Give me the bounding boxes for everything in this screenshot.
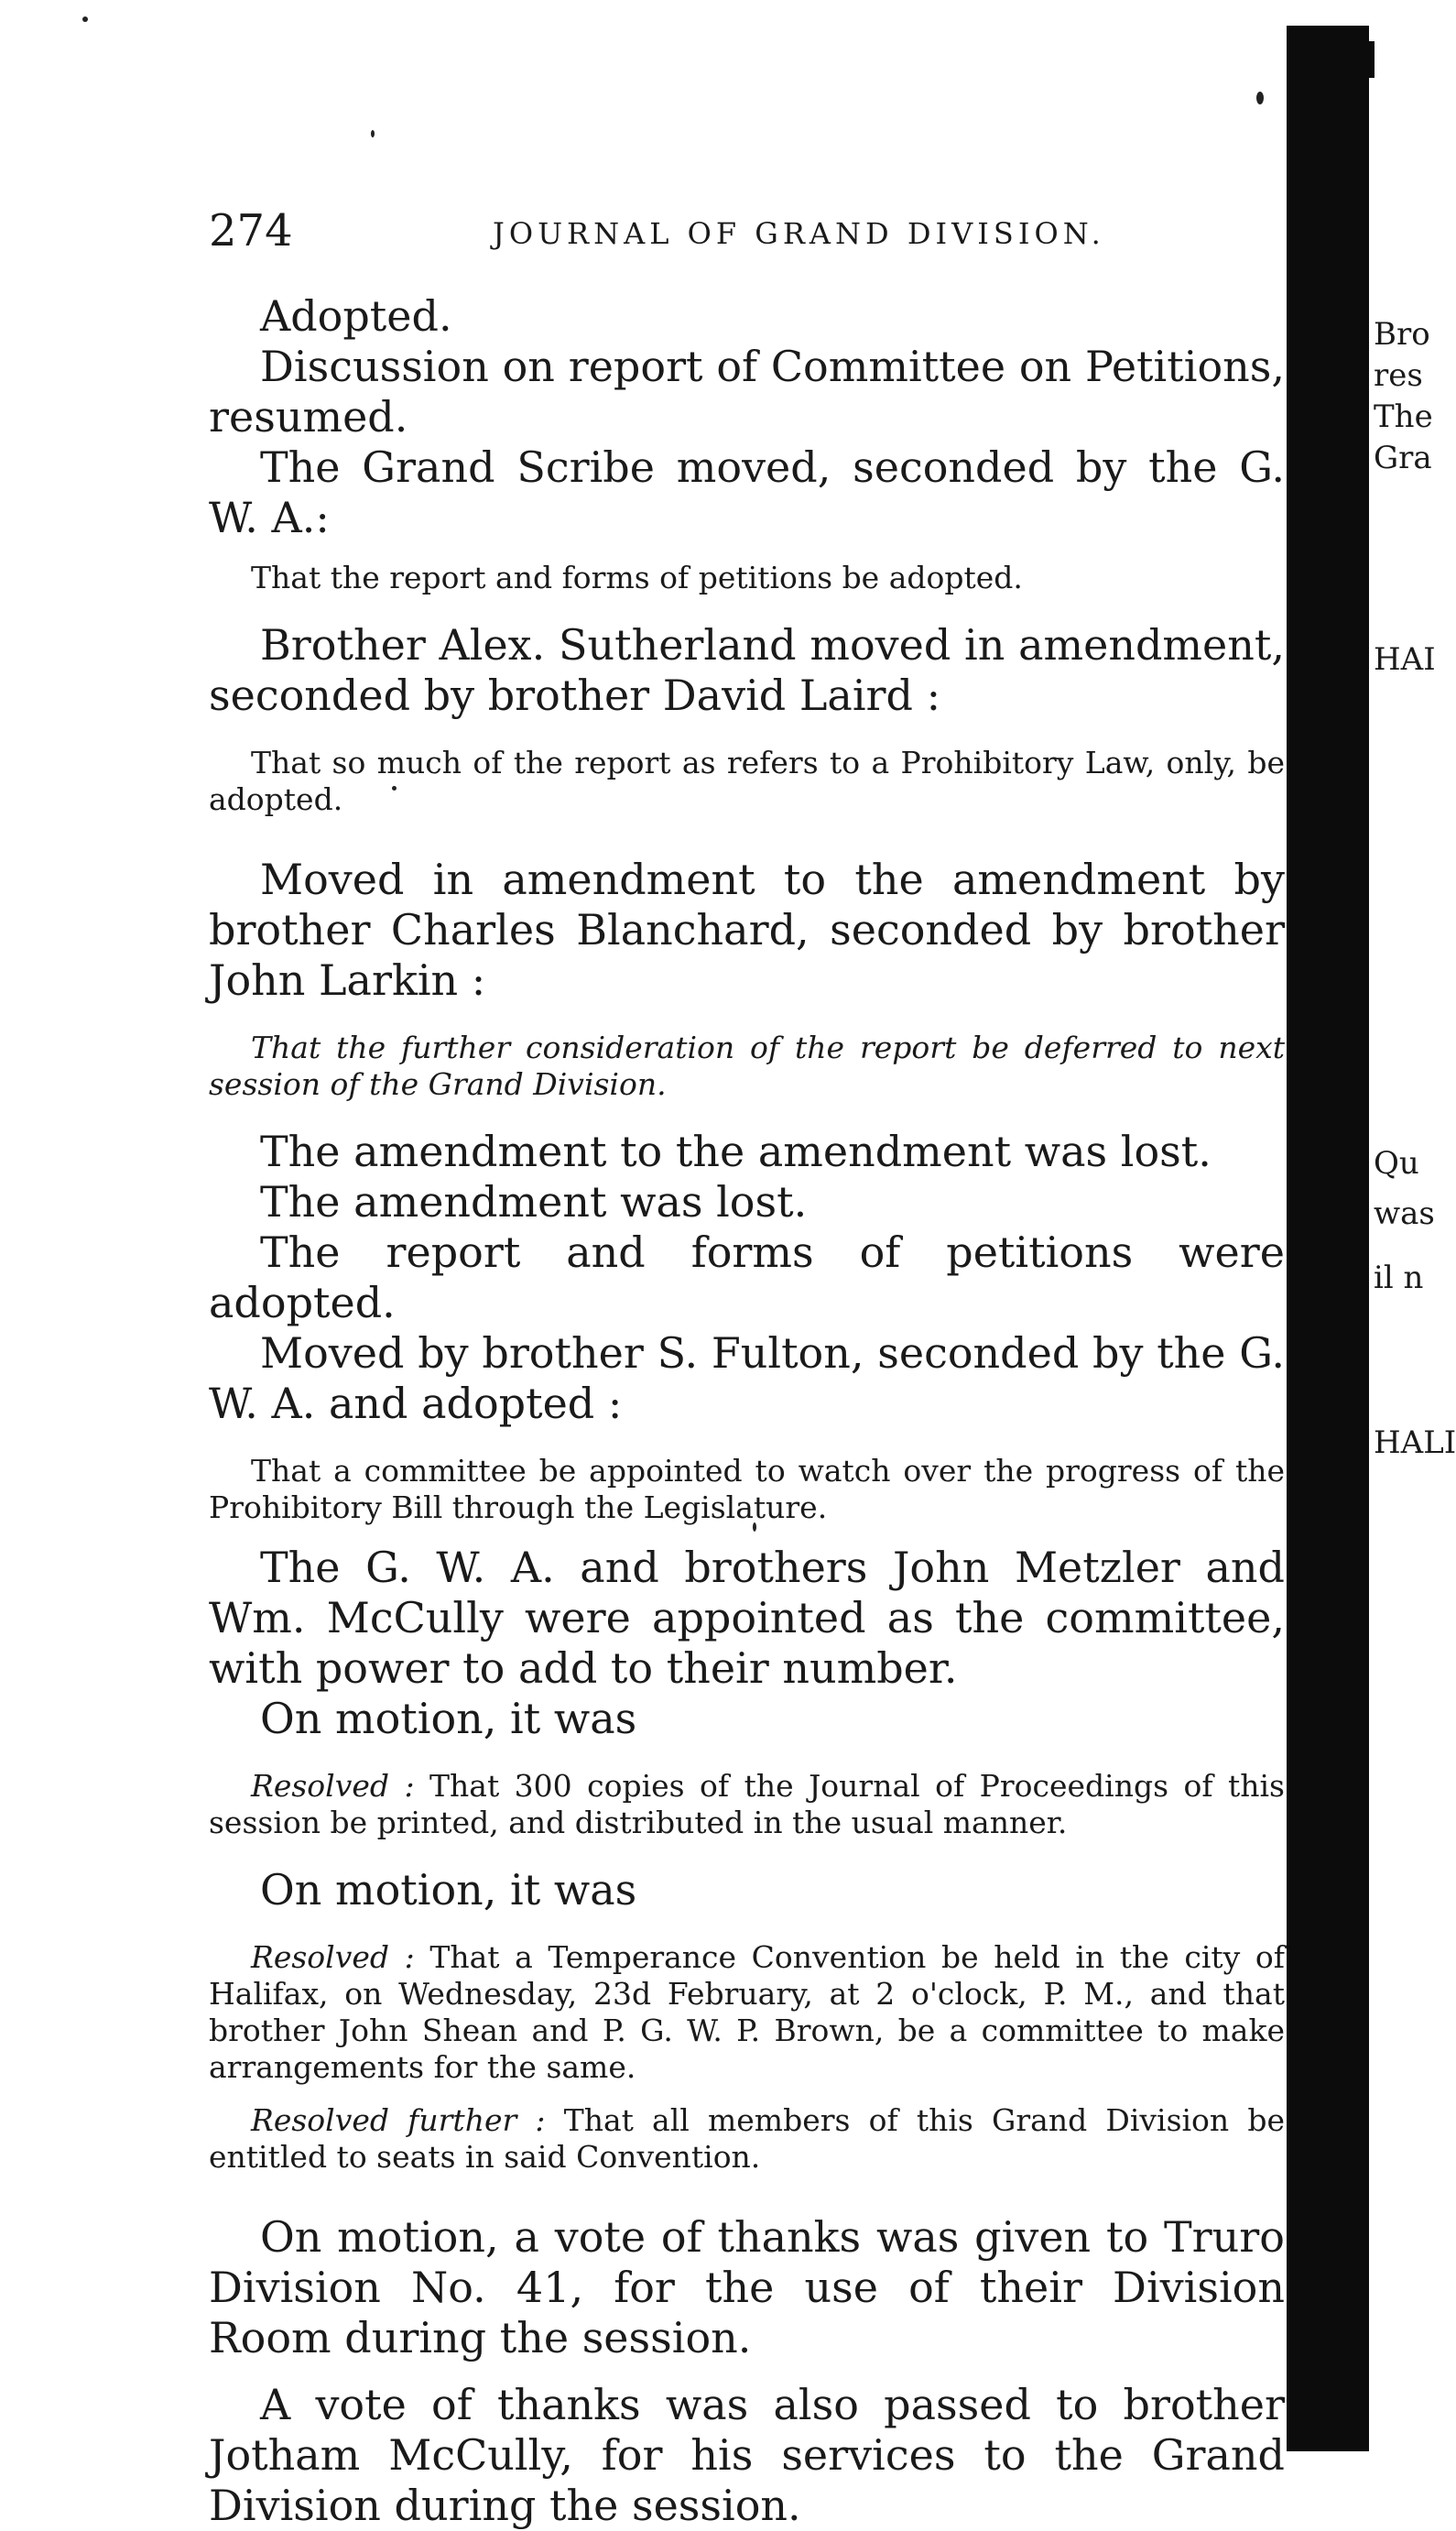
facing-page-fragment: HALI <box>1374 1424 1456 1461</box>
page-body <box>209 291 1285 2531</box>
motion-text: That the report and forms of petitions be adopted. <box>251 560 1023 595</box>
paragraph: On motion, a vote of thanks was given to Truro Division No. 41, for the use of their Division Room during the session. <box>209 2212 1285 2362</box>
paragraph: On motion, it was <box>260 1865 637 1915</box>
resolution-text: That 300 copies of the Journal of Proceedings of this session be printed, and distributed in the usual manner. <box>209 1768 1285 1840</box>
facing-page-fragment: Qu <box>1374 1145 1419 1182</box>
paragraph: The amendment was lost. <box>260 1177 808 1227</box>
resolution <box>209 1939 1285 2086</box>
paragraph: A vote of thanks was also passed to brother Jotham McCully, for his services to the Grand Division during the session. <box>209 2380 1285 2530</box>
resolution <box>209 1768 1285 1841</box>
facing-page-fragment: res <box>1374 357 1423 394</box>
paragraph: The G. W. A. and brothers John Metzler and Wm. McCully were appointed as the committee, with power to add to their number. <box>209 1543 1285 1693</box>
paragraph: The amendment to the amendment was lost. <box>260 1127 1212 1176</box>
binding-gutter-notch <box>1358 41 1375 78</box>
paragraph: On motion, it was <box>260 1694 637 1743</box>
paragraph: Brother Alex. Sutherland moved in amendment, seconded by brother David Laird : <box>209 620 1285 720</box>
motion-text: That a committee be appointed to watch over the progress of the Prohibitory Bill through the Legislature. <box>209 1453 1285 1525</box>
running-title: JOURNAL OF GRAND DIVISION. <box>493 216 1105 251</box>
scan-speck <box>1256 92 1264 104</box>
facing-page-fragment: HAI <box>1374 641 1436 678</box>
page-header <box>209 203 1262 258</box>
facing-page-fragment: was <box>1374 1195 1435 1232</box>
paragraph: The report and forms of petitions were adopted. <box>209 1227 1285 1327</box>
resolution-label: Resolved : <box>251 1768 415 1804</box>
paragraph: Moved in amendment to the amendment by brother Charles Blanchard, seconded by brother John Larkin : <box>209 855 1285 1005</box>
facing-page-fragment: il n <box>1374 1260 1424 1296</box>
facing-page-fragment: Gra <box>1374 440 1432 476</box>
scan-speck <box>371 130 375 137</box>
page-number: 274 <box>209 205 293 256</box>
binding-gutter-shadow <box>1287 26 1369 2451</box>
scan-speck <box>82 16 88 22</box>
resolution-text: That a Temperance Convention be held in the city of Halifax, on Wednesday, 23d February, at 2 o'clock, P. M., and that brother John Shean and P. G. W. P. Brown, be a committee to make arrangements for the same. <box>209 1939 1285 2085</box>
resolution-label: Resolved : <box>251 1939 415 1975</box>
paragraph: Moved by brother S. Fulton, seconded by the G. W. A. and adopted : <box>209 1328 1285 1428</box>
resolution-text: That all members of this Grand Division be entitled to seats in said Convention. <box>209 2102 1285 2175</box>
motion-text: That the further consideration of the report be deferred to next session of the Grand Division. <box>209 1030 1285 1102</box>
paragraph: The Grand Scribe moved, seconded by the G. W. A.: <box>209 442 1285 542</box>
resolution-label: Resolved further : <box>251 2102 546 2138</box>
facing-page-fragment: Bro <box>1374 316 1430 353</box>
motion-text: That so much of the report as refers to a Prohibitory Law, only, be adopted. <box>209 745 1285 817</box>
facing-page-fragment: The <box>1374 398 1433 435</box>
paragraph: Discussion on report of Committee on Petitions, resumed. <box>209 342 1285 442</box>
paragraph: Adopted. <box>260 291 452 341</box>
resolution <box>209 2102 1285 2176</box>
